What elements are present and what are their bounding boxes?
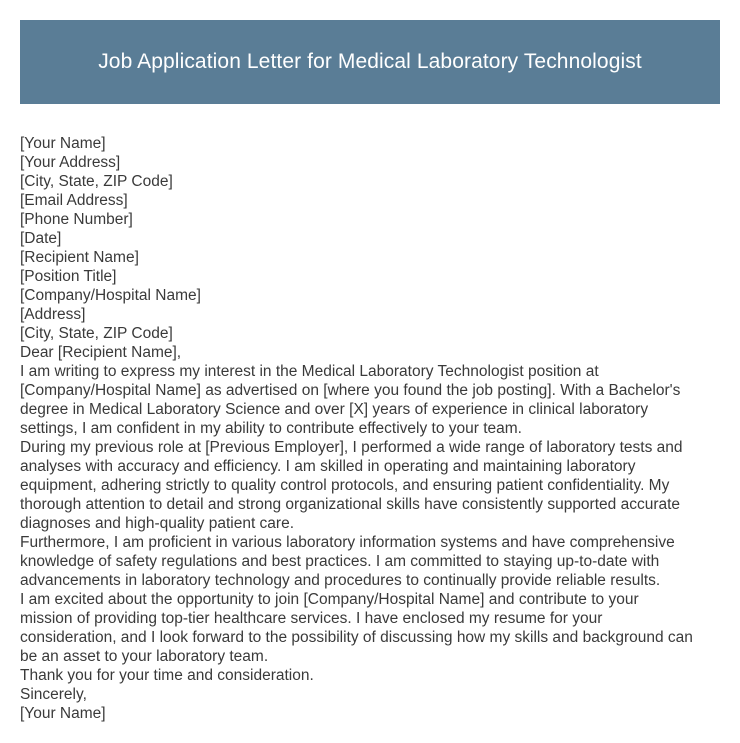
paragraph-line: I am writing to express my interest in the Medical Laboratory Technologist position at [20, 363, 599, 380]
paragraph-thanks [20, 666, 722, 685]
letter-body [20, 134, 722, 723]
paragraph-line: consideration, and I look forward to the possibility of discussing how my skills and background can [20, 629, 693, 646]
signature: [Your Name] [20, 705, 106, 722]
recipient-company: [Company/Hospital Name] [20, 287, 201, 304]
paragraph-line: analyses with accuracy and efficiency. I am skilled in operating and maintaining laboratory [20, 458, 636, 475]
paragraph-line: be an asset to your laboratory team. [20, 648, 269, 665]
page-title: Job Application Letter for Medical Laboratory Technologist [98, 50, 642, 73]
sender-email: [Email Address] [20, 192, 128, 209]
sender-name: [Your Name] [20, 135, 106, 152]
salutation: Dear [Recipient Name], [20, 344, 182, 361]
paragraph-line: settings, I am confident in my ability to contribute effectively to your team. [20, 420, 522, 437]
sender-phone: [Phone Number] [20, 211, 133, 228]
paragraph-line: degree in Medical Laboratory Science and over [X] years of experience in clinical laboratory [20, 401, 649, 418]
paragraph-line: mission of providing top-tier healthcare services. I have enclosed my resume for your [20, 610, 603, 627]
paragraph-motivation [20, 590, 722, 666]
paragraph-line: knowledge of safety regulations and best practices. I am committed to staying up-to-date with [20, 553, 660, 570]
paragraph-skills [20, 533, 722, 590]
sender-city-state-zip: [City, State, ZIP Code] [20, 173, 173, 190]
paragraph-experience [20, 438, 722, 533]
paragraph-line: Thank you for your time and consideration. [20, 667, 314, 684]
paragraph-line: Furthermore, I am proficient in various laboratory information systems and have comprehensive [20, 534, 675, 551]
paragraph-line: [Company/Hospital Name] as advertised on [where you found the job posting]. With a Bachelor's [20, 382, 681, 399]
paragraph-line: diagnoses and high-quality patient care. [20, 515, 295, 532]
paragraph-introduction [20, 362, 722, 438]
paragraph-line: equipment, adhering strictly to quality control protocols, and ensuring patient confidentiality. My [20, 477, 670, 494]
letter-date: [Date] [20, 230, 62, 247]
paragraph-line: advancements in laboratory technology and procedures to continually provide reliable results. [20, 572, 661, 589]
paragraph-line: thorough attention to detail and strong organizational skills have consistently supported accurate [20, 496, 681, 513]
letter-header-banner [20, 20, 720, 104]
sender-address: [Your Address] [20, 154, 121, 171]
recipient-name: [Recipient Name] [20, 249, 139, 266]
closing: Sincerely, [20, 686, 87, 703]
recipient-position: [Position Title] [20, 268, 117, 285]
recipient-city-state-zip: [City, State, ZIP Code] [20, 325, 173, 342]
paragraph-line: During my previous role at [Previous Employer], I performed a wide range of laboratory tests and [20, 439, 683, 456]
paragraph-line: I am excited about the opportunity to join [Company/Hospital Name] and contribute to your [20, 591, 639, 608]
recipient-address: [Address] [20, 306, 86, 323]
